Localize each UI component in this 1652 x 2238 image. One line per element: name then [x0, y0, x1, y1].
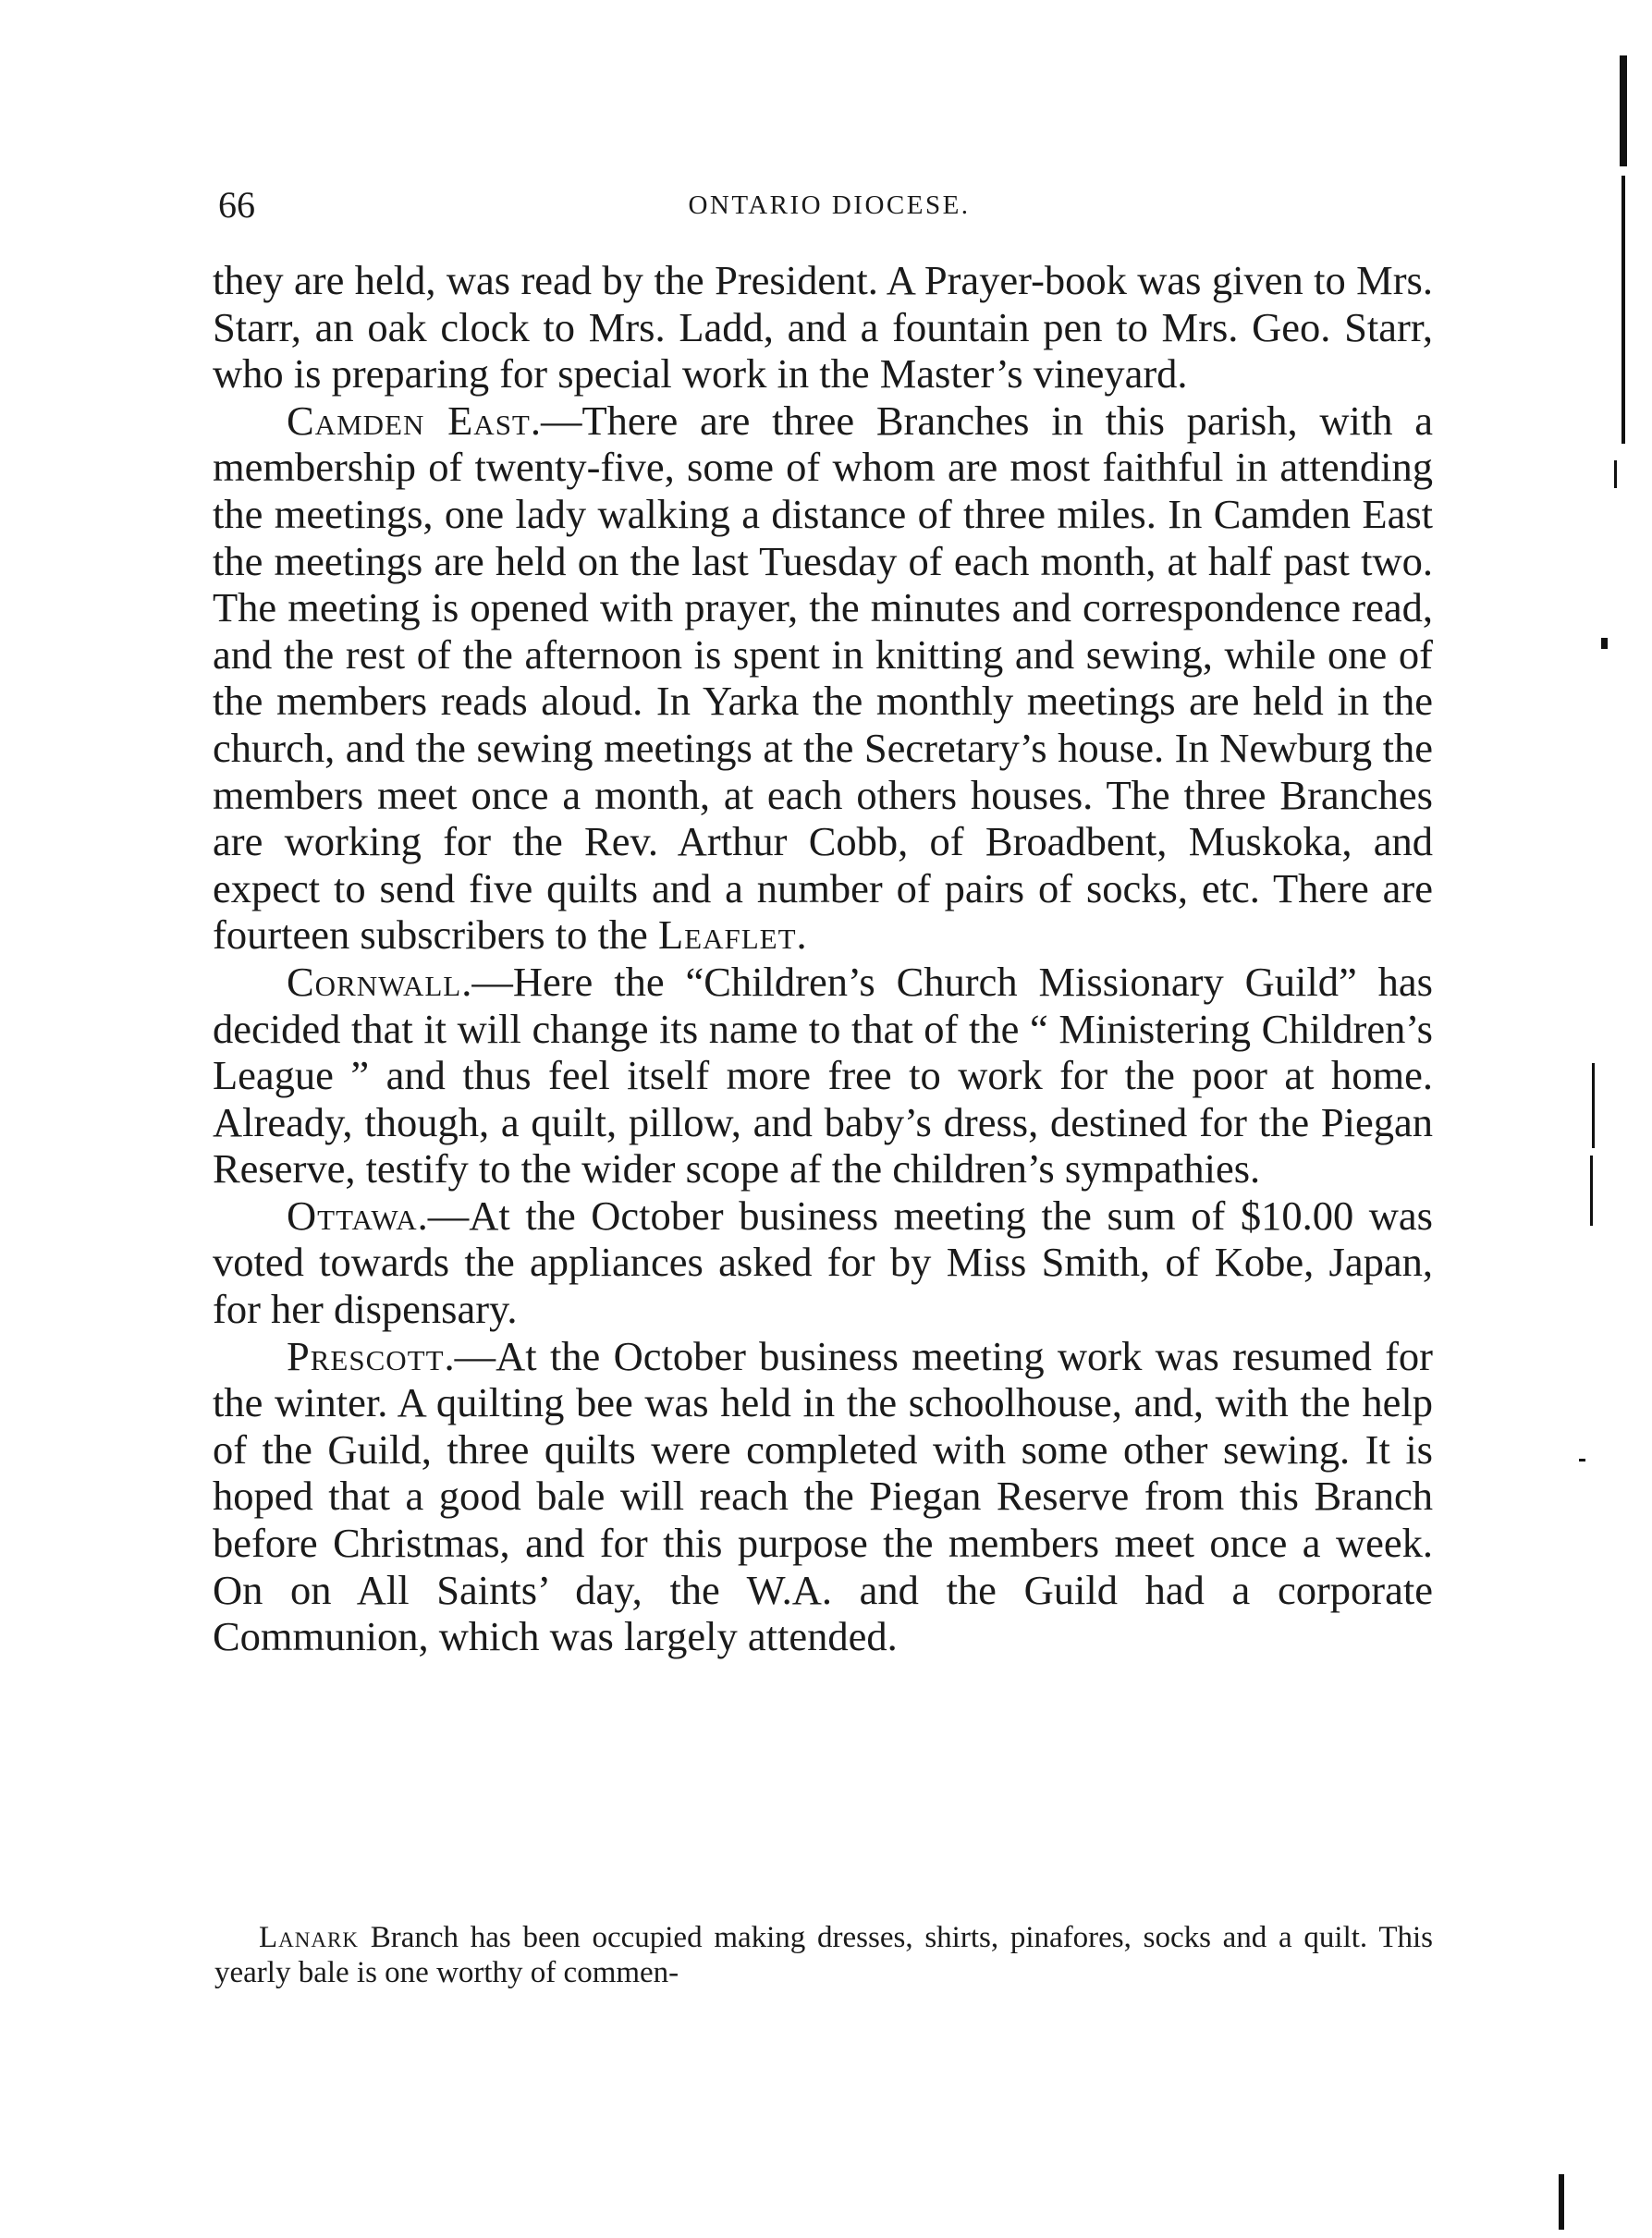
page-header — [218, 177, 1440, 233]
paragraph-heading: Prescott — [287, 1332, 445, 1379]
scan-edge-mark — [1621, 176, 1625, 444]
paragraph-ottawa — [213, 1192, 1433, 1333]
scan-speck — [1601, 638, 1608, 649]
paragraph-heading: Ottawa — [287, 1192, 418, 1239]
scan-edge-mark — [1620, 55, 1627, 166]
scan-edge-mark — [1590, 1156, 1593, 1226]
paragraph-text: they are held, was read by the President. A Prayer-book was given to Mrs. Starr, an oak clock to Mrs. Ladd, and a fountain pen to Mrs. Geo. Starr, who is preparing for special work in the Master’s vineyard. — [213, 257, 1433, 397]
scan-speck — [1579, 1459, 1585, 1461]
paragraph-cornwall — [213, 959, 1433, 1192]
body-text — [213, 257, 1433, 1660]
page-number: 66 — [218, 184, 255, 226]
paragraph-text: .—Here the “Children’s Church Missionary Guild” has decided that it will change its name to that of the “ Ministering Children’s League ” and thus feel itself more free to work for the poor at home. Already, though, a quilt, pillow, and baby’s dress, destined for the Piegan Reserve, testify to the wider scope af the children’s sympathies. — [213, 958, 1433, 1192]
paragraph-text: .—At the October business meeting the sum of $10.00 was voted towards the appliances asked for by Miss Smith, of Kobe, Japan, for her dispensary. — [213, 1192, 1433, 1333]
paragraph-lanark — [214, 1920, 1433, 1990]
paragraph-prescott — [213, 1333, 1433, 1660]
paragraph-continuation — [213, 257, 1433, 397]
paragraph-text: Branch has been occupied making dresses, shirts, pinafores, socks and a quilt. This yearly bale is one worthy of commen- — [214, 1921, 1433, 1989]
paragraph-heading: Lanark — [259, 1921, 359, 1954]
paragraph-heading: Cornwall — [287, 958, 462, 1005]
paragraph-heading: Camden East — [287, 397, 531, 444]
leaflet-title: Leaflet — [657, 911, 797, 959]
scan-edge-mark — [1559, 2174, 1564, 2230]
running-head: ONTARIO DIOCESE. — [688, 190, 971, 220]
paragraph-tail: . — [796, 911, 807, 959]
scan-edge-mark — [1592, 1063, 1595, 1148]
paragraph-camden-east — [213, 397, 1433, 959]
paragraph-text: .—There are three Branches in this parish, with a membership of twenty-five, some of whom are most faithful in attending the meetings, one lady walking a distance of three miles. In Camden East the meetings are held on the last Tuesday of each month, at half past two. The meeting is opened with prayer, the minutes and correspondence read, and the rest of the afternoon is spent in knitting and sewing, while one of the members reads aloud. In Yarka the monthly meetings are held in the church, and the sewing meetings at the Secretary’s house. In Newburg the members meet once a month, at each others houses. The three Branches are working for the Rev. Arthur Cobb, of Broadbent, Muskoka, and expect to send five quilts and a number of pairs of socks, etc. There are fourteen subscribers to the — [213, 397, 1433, 959]
paragraph-text: .—At the October business meeting work was resumed for the winter. A quilting bee was held in the schoolhouse, and, with the help of the Guild, three quilts were completed with some other sewing. It is hoped that a good bale will reach the Piegan Reserve from this Branch before Christmas, and for this purpose the members meet once a week. On on All Saints’ day, the W.A. and the Guild had a corporate Communion, which was largely attended. — [213, 1332, 1433, 1660]
scan-edge-mark — [1614, 460, 1617, 488]
